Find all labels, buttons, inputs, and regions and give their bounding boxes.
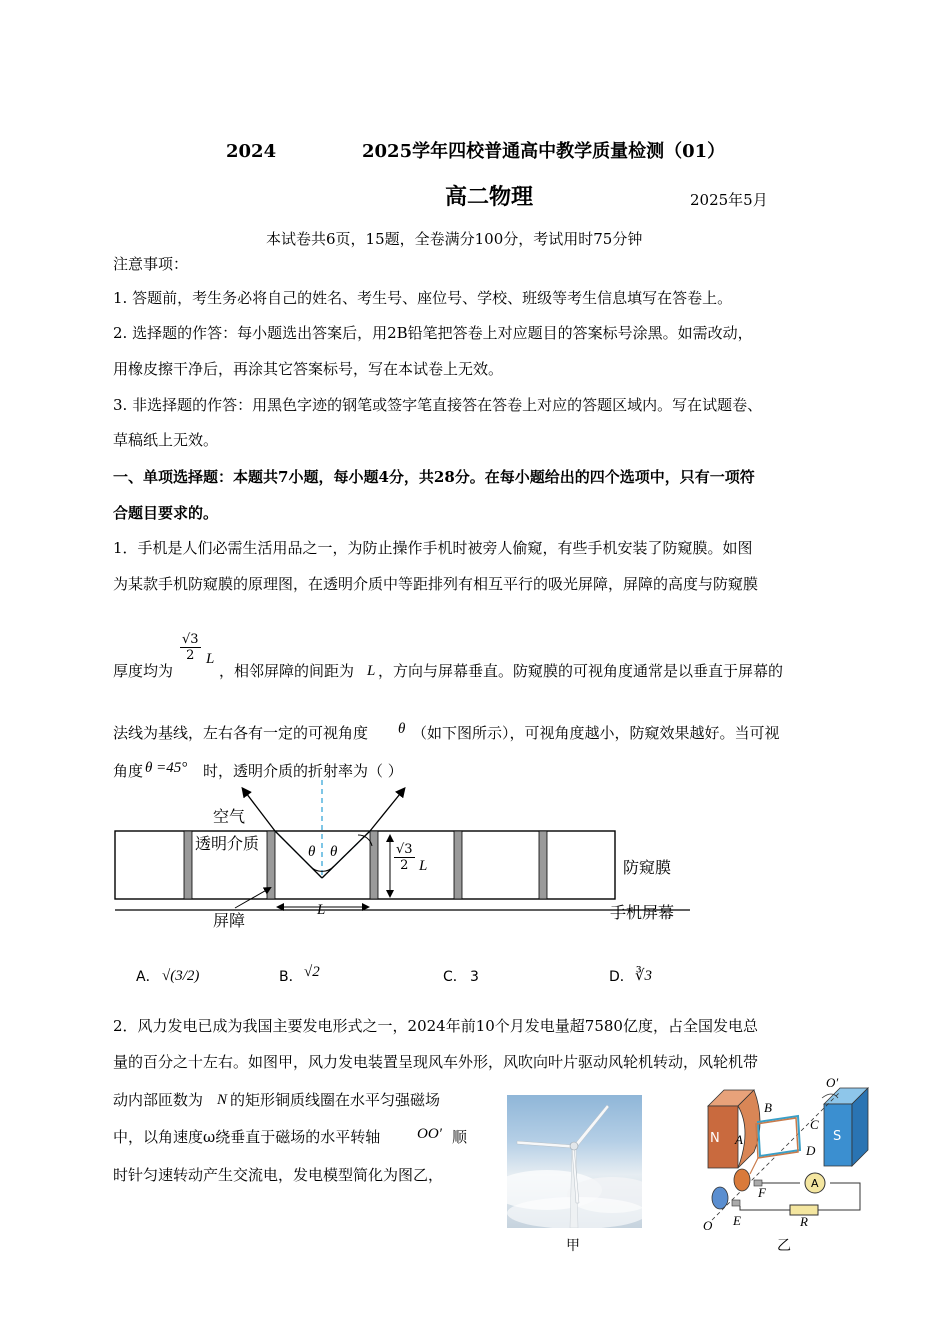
barrier-pointer (235, 888, 270, 908)
caption-jia: 甲 (566, 1238, 580, 1254)
option-c-letter[interactable]: C． (443, 969, 467, 985)
label-film: 防窥膜 (623, 858, 672, 877)
q1-fraction-thickness: $\frac{√3}{2}$ (182, 632, 199, 663)
label-medium: 透明介质 (195, 834, 260, 853)
ray-out-left (243, 789, 275, 831)
label-dim-height: $\frac{√3}{2}$ (396, 842, 413, 873)
label-ammeter: A (811, 1177, 819, 1190)
exam-title: 2025学年四校普通高中教学质量检测（01） (362, 141, 726, 162)
barrier (454, 831, 462, 899)
option-d-text[interactable]: ∛3 (635, 968, 653, 984)
notes-heading: 注意事项： (113, 255, 189, 273)
option-a-text[interactable]: √(3/2) (162, 968, 200, 984)
label-D: D (806, 1143, 816, 1158)
q1-line2: 为某款手机防窥膜的原理图，在透明介质中等距排列有相互平行的吸光屏障，屏障的高度与防窥膜 (113, 575, 759, 593)
note-item-3-line2: 草稿纸上无效。 (113, 431, 219, 449)
q2-line1: 2．风力发电已成为我国主要发电形式之一，2024年前10个月发电量超7580亿度，占全国发电总 (113, 1017, 758, 1035)
label-E: E (733, 1213, 741, 1228)
option-b-letter[interactable]: B． (279, 969, 303, 985)
ray-out-right (370, 789, 404, 831)
q2-line2: 量的百分之十左右。如图甲，风力发电装置呈现风车外形，风吹向叶片驱动风轮机转动，风轮机带 (113, 1053, 759, 1071)
label-barrier: 屏障 (213, 911, 246, 930)
barrier (184, 831, 192, 899)
q1-line4-start: 法线为基线，左右各有一定的可视角度 (113, 724, 369, 742)
label-N: N (710, 1131, 720, 1146)
note-item-2-line1: 2. 选择题的作答：每小题选出答案后，用2B铅笔把答卷上对应题目的答案标号涂黑。如需改动， (113, 324, 753, 342)
generator-diagram (690, 1080, 880, 1240)
label-theta-left: θ (308, 844, 316, 860)
label-O: O (703, 1218, 713, 1233)
wind-turbine-photo (507, 1095, 642, 1228)
label-screen: 手机屏幕 (610, 903, 675, 922)
q2-var-OO: OO′ (417, 1126, 442, 1142)
q1-line4-end: （如下图所示），可视角度越小，防窥效果越好。当可视 (412, 724, 780, 742)
label-S: S (833, 1129, 842, 1144)
q1-fraction-var: L (206, 651, 215, 667)
label-dim-L: L (317, 902, 326, 918)
note-item-1: 1. 答题前，考生务必将自己的姓名、考生号、座位号、学校、班级等考生信息填写在答卷上。 (113, 289, 733, 307)
caption-yi: 乙 (777, 1238, 791, 1254)
q2-line4-end: 顺 (452, 1128, 468, 1146)
label-B: B (764, 1100, 772, 1115)
label-O-prime: O′ (826, 1075, 839, 1090)
label-F: F (758, 1185, 766, 1200)
subject-title: 高二物理 (445, 184, 534, 210)
option-b-text[interactable]: √2 (304, 964, 320, 980)
barrier (539, 831, 547, 899)
wind-turbine-icon (507, 1095, 642, 1228)
q1-line3-mid: ，相邻屏障的间距为 (219, 662, 355, 680)
option-d-letter[interactable]: D． (609, 969, 634, 985)
q2-line3-end: 的矩形铜质线圈在水平匀强磁场 (230, 1091, 441, 1109)
exam-summary: 本试卷共6页，15题，全卷满分100分，考试用时75分钟 (266, 230, 643, 248)
note-item-3-line1: 3. 非选择题的作答：用黑色字迹的钢笔或签字笔直接答在答卷上对应的答题区域内。写在试题卷、 (113, 396, 763, 414)
q1-line5-end: 时，透明介质的折射率为（ ） (203, 762, 403, 780)
barrier (370, 831, 378, 899)
exam-date: 2025年5月 (690, 191, 768, 209)
label-dim-height-var: L (419, 858, 428, 874)
note-item-2-line2: 用橡皮擦干净后，再涂其它答案标号，写在本试卷上无效。 (113, 360, 504, 378)
q1-theta: θ (398, 721, 406, 737)
q1-line3-end: ，方向与屏幕垂直。防窥膜的可视角度通常是以垂直于屏幕的 (378, 662, 784, 680)
q1-line3-start: 厚度均为 (113, 662, 174, 680)
section1-heading-line2: 合题目要求的。 (113, 504, 219, 522)
label-A-coil: A (735, 1132, 743, 1147)
q1-line1: 1．手机是人们必需生活用品之一，为防止操作手机时被旁人偷窥，有些手机安装了防窥膜。如图 (113, 539, 753, 557)
q1-line5-start: 角度 (113, 762, 144, 780)
label-C: C (810, 1117, 819, 1132)
label-theta-right: θ (330, 844, 338, 860)
q2-line4-start: 中，以角速度ω绕垂直于磁场的水平转轴 (113, 1128, 381, 1146)
option-c-text[interactable]: 3 (470, 969, 479, 985)
q1-var-L: L (367, 663, 376, 679)
q2-var-N: N (217, 1092, 228, 1108)
option-a-letter[interactable]: A． (136, 969, 160, 985)
section1-heading-line1: 一、单项选择题：本题共7小题，每小题4分，共28分。在每小题给出的四个选项中，只有一项符 (113, 468, 755, 486)
label-R: R (800, 1214, 808, 1229)
q1-angle-equation: θ =45° (145, 760, 188, 776)
exam-year-start: 2024 (226, 141, 277, 162)
q2-line5: 时针匀速转动产生交流电，发电模型简化为图乙， (113, 1166, 444, 1184)
label-air: 空气 (213, 807, 246, 826)
q2-line3-start: 动内部匝数为 (113, 1091, 204, 1109)
